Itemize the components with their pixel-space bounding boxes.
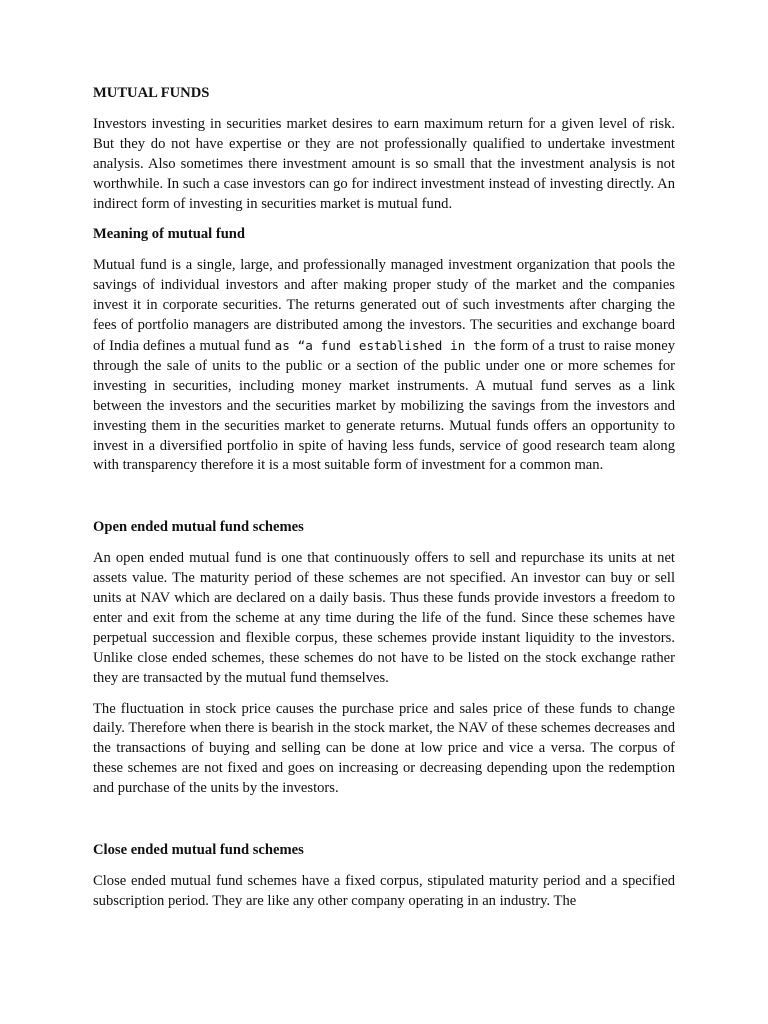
meaning-paragraph xyxy=(93,256,675,476)
meaning-text-part2: form of a trust to raise money through the sale of units to the public or a section of the public under one or more schemes for investing in securities, including money market instruments. A mutual fund serves as a link between the investors and the securities market by mobilizing the savings from the investors and investing them in the securities market to generate returns. Mutual funds offers an opportunity to invest in a diversified portfolio in spite of having less funds, service of good research team along with transparency therefore it is a most suitable form of investment for a common man. xyxy=(93,337,675,474)
open-ended-paragraph-1: An open ended mutual fund is one that continuously offers to sell and repurchase its units at net assets value. The maturity period of these schemes are not specified. An investor can buy or sell units at NAV which are declared on a daily basis. Thus these funds provide investors a freedom to enter and exit from the scheme at any time during the life of the fund. Since these schemes have perpetual succession and flexible corpus, these schemes provide instant liquidity to the investors. Unlike close ended schemes, these schemes do not have to be listed on the stock exchange rather they are transacted by the mutual fund themselves. xyxy=(93,550,675,686)
document-page xyxy=(93,84,675,923)
intro-paragraph: Investors investing in securities market desires to earn maximum return for a given level of risk. But they do not have expertise or they are not professionally qualified to undertake investment analysis. Also sometimes there investment amount is so small that the investment analysis is not worthwhile. In such a case investors can go for indirect investment instead of investing directly. An indirect form of investing in securities market is mutual fund. xyxy=(93,115,675,212)
document-title: MUTUAL FUNDS xyxy=(93,85,210,101)
section-gap xyxy=(93,810,675,841)
close-ended-paragraph-1: Close ended mutual fund schemes have a fixed corpus, stipulated maturity period and a specified subscription period. They are like any other company operating in an industry. The xyxy=(93,873,675,909)
open-ended-heading: Open ended mutual fund schemes xyxy=(93,519,304,536)
close-ended-heading: Close ended mutual fund schemes xyxy=(93,842,304,859)
section-gap xyxy=(93,487,675,518)
meaning-text-part1: Mutual fund is a single, large, and professionally managed investment organization that pools the savings of individual investors and after making proper study of the market and the companies invest it in corporate securities. The returns generated out of such investments after charging the fees of portfolio managers are distributed among the investors. The securities and exchange board of India defines a mutual fund xyxy=(93,257,675,354)
open-ended-paragraph-2: The fluctuation in stock price causes the purchase price and sales price of these funds to change daily. Therefore when there is bearish in the stock market, the NAV of these schemes decreases and the transactions of buying and selling can be done at low price and vice a versa. The corpus of these schemes are not fixed and goes on increasing or decreasing depending upon the redemption and purchase of the units by the investors. xyxy=(93,700,675,797)
meaning-quote-text: as “a fund established in the xyxy=(274,337,496,353)
meaning-heading: Meaning of mutual fund xyxy=(93,226,246,243)
